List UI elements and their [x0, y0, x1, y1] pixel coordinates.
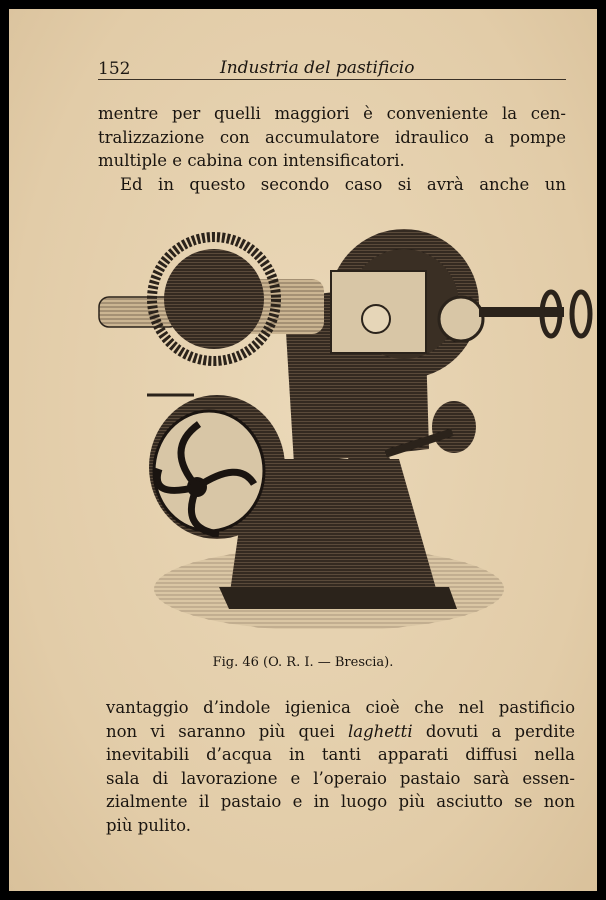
- text-segment: non vi saranno più quei: [106, 721, 348, 741]
- text-segment: dovuti a perdite: [412, 721, 575, 741]
- text-line: tralizzazione con accumulatore idraulico a pompe: [98, 127, 566, 147]
- paragraph-bottom: [106, 696, 575, 837]
- text-line: vantaggio d’indole igienica cioè che nel pastificio: [106, 698, 575, 717]
- italic-term: laghetti: [347, 721, 413, 741]
- figure-caption: Fig. 46 (O. R. I. — Brescia).: [212, 655, 394, 670]
- header-rule: [98, 79, 566, 80]
- text-line: sala di lavorazione e l’operaio pastaio sarà essen-: [106, 768, 575, 788]
- page-header: [98, 57, 567, 81]
- book-page: [9, 9, 597, 891]
- text-line: più pulito.: [106, 815, 191, 835]
- press-machine-engraving-icon: [79, 209, 597, 629]
- running-title: Industria del pastificio: [220, 58, 415, 78]
- paragraph-top: [98, 102, 566, 196]
- text-line: zialmente il pastaio e in luogo più asciutto se non: [106, 792, 575, 811]
- text-line: multiple e cabina con intensificatori.: [98, 151, 405, 170]
- text-line: mentre per quelli maggiori è conveniente la cen-: [98, 104, 566, 123]
- text-line: inevitabili d’acqua in tanti apparati diffusi nella: [106, 745, 575, 764]
- text-line: [106, 720, 575, 744]
- text-line: Ed in questo secondo caso si avrà anche un: [120, 174, 566, 194]
- page-number: 152: [98, 59, 131, 79]
